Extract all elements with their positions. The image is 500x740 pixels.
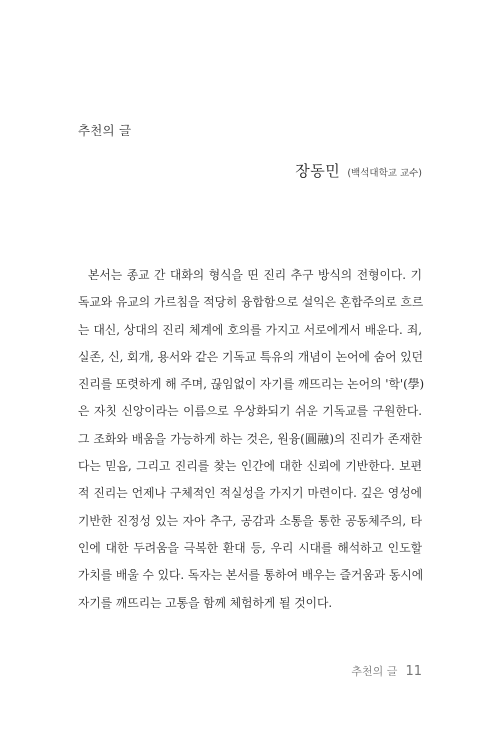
paragraph-line: 본서는 종교 간 대화의 형식을 띤 진리 추구 방식의 전형이다. 기 — [88, 268, 422, 282]
page-footer — [351, 660, 422, 679]
author-name: 장동민 — [295, 162, 341, 180]
paragraph-line: 는 대신, 상대의 진리 체계에 호의를 가지고 서로에게서 배운다. 죄, — [78, 322, 422, 337]
paragraph-line: 진리를 또렷하게 해 주며, 끊임없이 자기를 깨뜨리는 논어의 '학'(學) — [78, 377, 425, 392]
paragraph-line: 인에 대한 두려움을 극복한 환대 등, 우리 시대를 해석하고 인도할 — [78, 540, 422, 555]
paragraph-line: 기반한 진정성 있는 자아 추구, 공감과 소통을 통한 공동체주의, 타 — [78, 513, 422, 528]
paragraph-line: 실존, 신, 회개, 용서와 같은 기독교 특유의 개념이 논어에 숨어 있던 — [78, 349, 424, 364]
paragraph-line: 자기를 깨뜨리는 고통을 함께 체험하게 될 것이다. — [78, 595, 333, 610]
paragraph-line: 다는 믿음, 그리고 진리를 찾는 인간에 대한 신뢰에 기반한다. 보편 — [78, 459, 422, 474]
paragraph-line: 가치를 배울 수 있다. 독자는 본서를 통하여 배우는 즐거움과 동시에 — [78, 568, 424, 583]
footer-section-label: 추천의 글 — [351, 665, 398, 678]
paragraph-line: 적 진리는 언제나 구체적인 적실성을 가지기 마련이다. 깊은 영성에 — [78, 486, 422, 501]
author-affiliation: (백석대학교 교수) — [347, 168, 422, 179]
paragraph-line: 그 조화와 배움을 가능하게 하는 것은, 원융(圓融)의 진리가 존재한 — [78, 431, 422, 446]
author-byline — [295, 160, 422, 181]
paragraph-line: 독교와 유교의 가르침을 적당히 융합함으로 설익은 혼합주의로 흐르 — [78, 295, 424, 310]
recommendation-paragraph — [78, 262, 425, 617]
section-label: 추천의 글 — [78, 123, 132, 138]
paragraph-line: 은 자칫 신앙이라는 이름으로 우상화되기 쉬운 기독교를 구원한다. — [78, 404, 422, 419]
page-number: 11 — [405, 664, 422, 679]
